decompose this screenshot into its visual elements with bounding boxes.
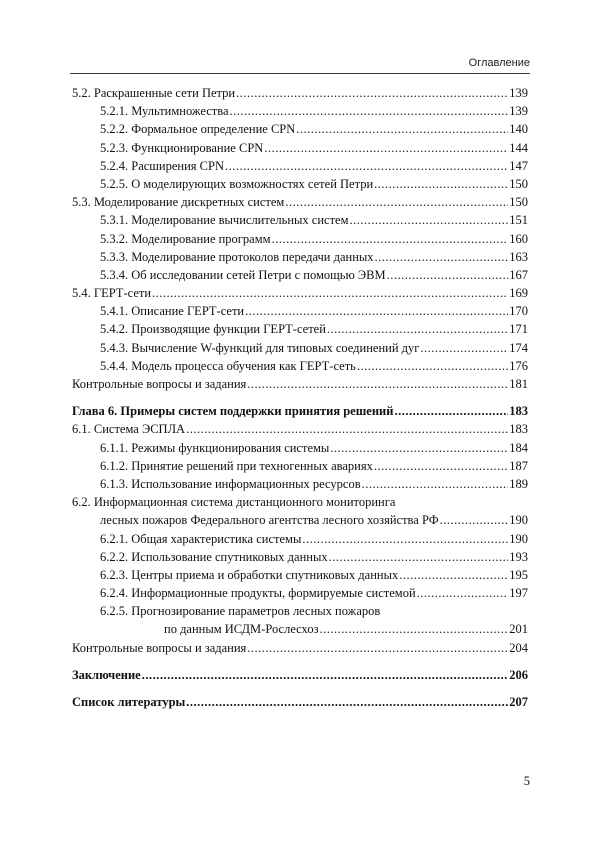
toc-leader-dots [350, 211, 509, 229]
toc-section-6-2 [72, 530, 528, 603]
toc-entry-label: 6.1. Система ЭСПЛА [72, 422, 186, 437]
toc-entry-page: 170 [509, 304, 528, 319]
toc-entry-page: 139 [509, 104, 528, 119]
header-rule [70, 73, 530, 74]
toc-entry[interactable] [72, 211, 528, 229]
toc-entry-label: по данным ИСДМ-Рослесхоз [164, 622, 319, 637]
toc-entry[interactable] [72, 266, 528, 284]
toc-entry-page: 169 [509, 286, 528, 301]
toc-entry-page: 151 [509, 213, 528, 228]
toc-entry-page: 184 [509, 440, 528, 455]
toc-entry-label: Заключение [72, 667, 141, 682]
toc-leader-dots [236, 84, 508, 102]
toc-entry-label: Контрольные вопросы и задания [72, 377, 247, 391]
toc-leader-dots [247, 639, 508, 657]
toc-entry[interactable] [72, 475, 528, 493]
toc-entry-6-2-5-line1[interactable] [72, 602, 528, 620]
toc-entry[interactable] [72, 120, 528, 138]
toc-entry-label: 6.2.1. Общая характеристика системы [100, 531, 302, 546]
toc-entry-label: 6.2.2. Использование спутниковых данных [100, 549, 328, 564]
toc-entry[interactable] [72, 284, 528, 302]
toc-entry-page: 171 [509, 322, 528, 337]
toc-entry-page: 163 [509, 249, 528, 264]
toc-entry[interactable] [72, 457, 528, 475]
toc-conclusion[interactable] [72, 666, 528, 684]
toc-entry-page: 195 [509, 567, 528, 582]
toc-entry-label: 5.4.4. Модель процесса обучения как ГЕРТ-сеть [100, 358, 356, 373]
toc-leader-dots [296, 120, 508, 138]
toc-leader-dots [302, 530, 508, 548]
toc-leader-dots [225, 157, 508, 175]
toc-entry-label: 6.2. Информационная система дистанционного мониторинга [72, 495, 396, 510]
toc-leader-dots [329, 548, 509, 566]
toc-entry-label: 5.3.2. Моделирование программ [100, 231, 271, 246]
toc-leader-dots [264, 139, 508, 157]
toc-entry-page: 181 [509, 377, 528, 391]
toc-entry[interactable] [72, 566, 528, 584]
toc-entry-label: 5.3.4. Об исследовании сетей Петри с помощью ЭВМ [100, 267, 386, 282]
toc-leader-dots [330, 439, 508, 457]
running-header-title: Оглавление [468, 57, 530, 69]
toc-entry[interactable] [72, 530, 528, 548]
toc-entry-label: 5.2.2. Формальное определение CPN [100, 122, 296, 137]
toc-entry-page: 204 [509, 640, 528, 655]
toc-entry[interactable] [72, 357, 528, 375]
toc-entry-label: 5.2.5. О моделирующих возможностях сетей Петри [100, 176, 374, 191]
toc-leader-dots [387, 266, 509, 284]
toc-entry[interactable] [72, 420, 528, 438]
toc-entry[interactable] [72, 302, 528, 320]
toc-leader-dots [374, 457, 508, 475]
toc-entry-label: 5.4. ГЕРТ-сети [72, 286, 152, 301]
toc-entry[interactable] [72, 157, 528, 175]
toc-entry-page: 174 [509, 340, 528, 355]
toc-entry-page: 176 [509, 358, 528, 373]
toc-entry-page: 150 [509, 195, 528, 210]
toc-entry-label: 5.3.1. Моделирование вычислительных систем [100, 213, 349, 228]
toc-entry[interactable] [72, 339, 528, 357]
toc-entry-page: 167 [509, 267, 528, 282]
toc-leader-dots [186, 420, 508, 438]
toc-entry-page: 207 [509, 695, 528, 709]
toc-leader-dots [320, 620, 509, 638]
toc-entry-6-2-line2[interactable] [72, 511, 528, 529]
toc-entry-label: 5.4.1. Описание ГЕРТ-сети [100, 304, 245, 319]
toc-entry-page: 147 [509, 158, 528, 173]
toc-entry-page: 139 [509, 86, 528, 100]
toc-entry-questions-6[interactable] [72, 639, 528, 657]
toc-leader-dots [230, 102, 509, 120]
toc-entry[interactable] [72, 102, 528, 120]
toc-leader-dots [142, 666, 509, 684]
toc-leader-dots [285, 193, 508, 211]
toc-entry-label: 6.2.3. Центры приема и обработки спутниковых данных [100, 567, 399, 582]
toc-entry-page: 187 [509, 458, 528, 473]
toc-entry-label: 5.2.4. Расширения CPN [100, 158, 224, 173]
toc-entry-label: 5.3. Моделирование дискретных систем [72, 195, 285, 210]
toc-entry-label: Контрольные вопросы и задания [72, 640, 247, 655]
toc-references[interactable] [72, 693, 528, 711]
toc-entry-page: 189 [509, 476, 528, 491]
toc-leader-dots [374, 175, 508, 193]
toc-entry[interactable] [72, 230, 528, 248]
toc-entry-page: 206 [509, 667, 528, 682]
toc-section-5 [72, 84, 528, 393]
toc-leader-dots [394, 402, 508, 420]
toc-entry-page: 190 [509, 531, 528, 546]
toc-entry[interactable] [72, 139, 528, 157]
toc-entry-page: 160 [509, 231, 528, 246]
toc-leader-dots [247, 375, 508, 393]
toc-entry-label: 6.1.3. Использование информационных ресурсов [100, 476, 361, 491]
toc-entry-label: лесных пожаров Федерального агентства лесного хозяйства РФ [100, 513, 439, 528]
toc-leader-dots [186, 693, 508, 711]
toc-section-6-1 [72, 420, 528, 493]
toc-entry-label: 5.2. Раскрашенные сети Петри [72, 86, 236, 100]
toc-entry-page: 150 [509, 176, 528, 191]
toc-entry-label: 5.4.2. Производящие функции ГЕРТ-сетей [100, 322, 326, 337]
toc-entry[interactable] [72, 248, 528, 266]
toc-entry-label: Список литературы [72, 695, 186, 709]
toc-leader-dots [417, 584, 509, 602]
toc-entry[interactable] [72, 548, 528, 566]
toc-leader-dots [327, 320, 508, 338]
toc-entry[interactable] [72, 439, 528, 457]
toc-entry-page: 190 [509, 513, 528, 528]
toc-leader-dots [357, 357, 508, 375]
toc-entry[interactable] [72, 320, 528, 338]
table-of-contents [72, 84, 528, 711]
toc-entry-label: 5.4.3. Вычисление W-функций для типовых соединений дуг [100, 340, 420, 355]
toc-entry-label: 5.2.1. Мультимножества [100, 104, 229, 119]
toc-entry-page: 140 [509, 122, 528, 137]
toc-entry-page: 183 [509, 404, 528, 419]
toc-leader-dots [440, 511, 509, 529]
page-number: 5 [523, 774, 530, 788]
toc-leader-dots [420, 339, 508, 357]
toc-entry-label: 6.2.4. Информационные продукты, формируемые системой [100, 586, 416, 601]
toc-leader-dots [152, 284, 508, 302]
toc-entry-page: 197 [509, 586, 528, 601]
toc-entry-label: 6.1.2. Принятие решений при техногенных авариях [100, 458, 373, 473]
toc-entry[interactable] [72, 193, 528, 211]
toc-entry-page: 201 [509, 622, 528, 637]
toc-leader-dots [272, 230, 509, 248]
toc-entry[interactable] [72, 375, 528, 393]
toc-leader-dots [362, 475, 509, 493]
toc-entry-6-2-5-line2[interactable] [72, 620, 528, 638]
toc-entry-page: 193 [509, 549, 528, 564]
toc-entry-6-2-line1[interactable] [72, 493, 528, 511]
toc-entry[interactable] [72, 175, 528, 193]
toc-entry-page: 183 [509, 422, 528, 437]
toc-entry-page: 144 [509, 140, 528, 155]
toc-leader-dots [375, 248, 509, 266]
toc-leader-dots [245, 302, 508, 320]
toc-entry-label: Глава 6. Примеры систем поддержки принятия решений [72, 404, 394, 419]
toc-entry[interactable] [72, 584, 528, 602]
toc-entry-label: 6.2.5. Прогнозирование параметров лесных пожаров [100, 604, 381, 619]
toc-entry-label: 6.1.1. Режимы функционирования системы [100, 440, 330, 455]
toc-leader-dots [399, 566, 508, 584]
toc-entry[interactable] [72, 84, 528, 102]
toc-entry-label: 5.3.3. Моделирование протоколов передачи данных [100, 249, 374, 264]
toc-entry-label: 5.2.3. Функционирование CPN [100, 140, 264, 155]
toc-chapter-6[interactable] [72, 402, 528, 420]
